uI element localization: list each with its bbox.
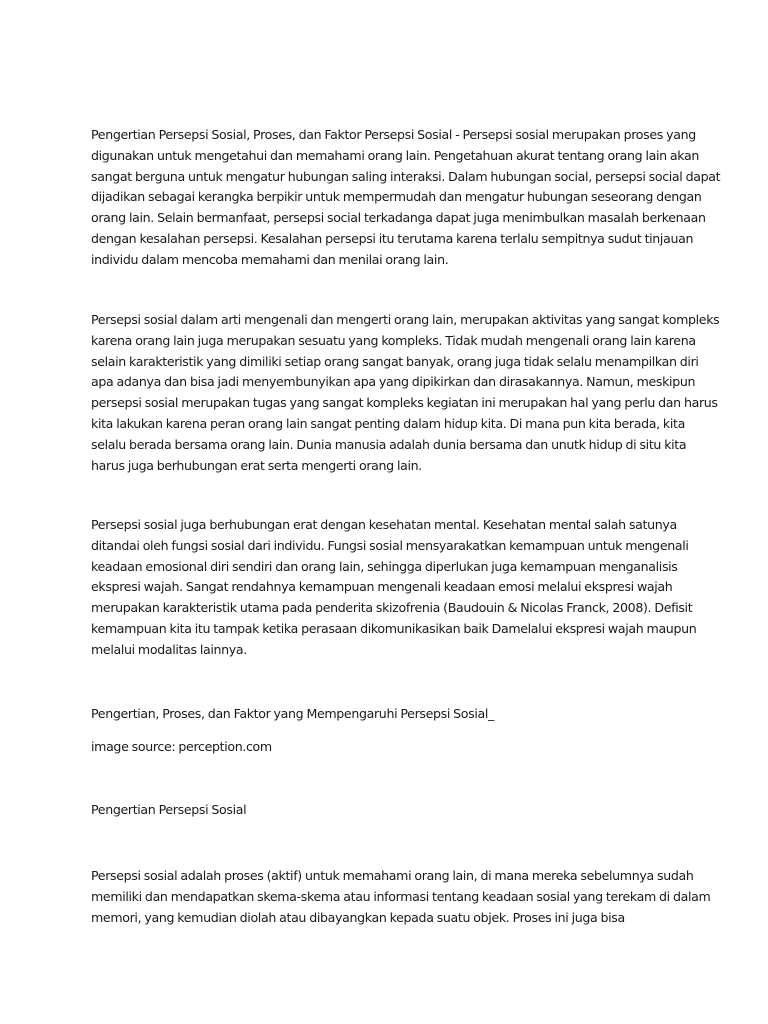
text-line: dengan kesalahan persepsi. Kesalahan persepsi itu terutama karena terlalu sempitnya sudut tinjauan — [91, 230, 694, 246]
text-line: karena orang lain juga merupakan sesuatu yang kompleks. Tidak mudah mengenali orang lain karena — [91, 332, 696, 348]
text-line: Pengertian Persepsi Sosial, Proses, dan Faktor Persepsi Sosial - Persepsi sosial merupakan proses yang — [91, 127, 696, 142]
paragraph-complexity — [91, 310, 719, 476]
text-line: ekspresi wajah. Sangat rendahnya kemampuan mengenali keadaan emosi melalui ekspresi wajah — [91, 579, 673, 595]
text-line: kita lakukan karena peran orang lain sangat penting dalam hidup kita. Di mana pun kita berada, kita — [91, 415, 685, 431]
text-line: ditandai oleh fungsi sosial dari individu. Fungsi sosial mensyarakatkan kemampuan untuk mengenali — [91, 537, 689, 553]
text-line: orang lain. Selain bermanfaat, persepsi social terkadanga dapat juga menimbulkan masalah berkenaan — [91, 210, 706, 226]
paragraph-intro — [91, 125, 720, 271]
text-line: melalui modalitas lainnya. — [91, 641, 247, 657]
text-line: merupakan karakteristik utama pada penderita skizofrenia (Baudouin & Nicolas Franck, 2008). Defisit — [91, 600, 693, 616]
text-line: selain karakteristik yang dimiliki setiap orang sangat banyak, orang juga tidak selalu menampilkan diri — [91, 353, 699, 369]
paragraph-definition — [91, 866, 710, 928]
text-line: Persepsi sosial juga berhubungan erat dengan kesehatan mental. Kesehatan mental salah satunya — [91, 517, 677, 532]
text-line: image source: perception.com — [91, 739, 272, 754]
text-line: harus juga berhubungan erat serta mengerti orang lain. — [91, 457, 422, 473]
text-line: kemampuan kita itu tampak ketika perasaan dikomunikasikan baik Damelalui ekspresi wajah maupun — [91, 620, 697, 636]
text-line: selalu berada bersama orang lain. Dunia manusia adalah dunia bersama dan unutk hidup di situ kita — [91, 436, 687, 452]
text-line: Persepsi sosial dalam arti mengenali dan mengerti orang lain, merupakan aktivitas yang sangat kompleks — [91, 312, 720, 327]
section-heading — [91, 800, 246, 821]
text-line: memori, yang kemudian diolah atau dibayangkan kepada suatu objek. Proses ini juga bisa — [91, 909, 625, 925]
text-line: Pengertian Persepsi Sosial — [91, 802, 247, 817]
text-line: digunakan untuk mengetahui dan memahami orang lain. Pengetahuan akurat tentang orang lain akan — [91, 147, 699, 163]
text-line: sangat berguna untuk mengatur hubungan saling interaksi. Dalam hubungan social, persepsi social dapat — [91, 168, 721, 184]
image-source-credit — [91, 737, 272, 758]
text-line: Persepsi sosial adalah proses (aktif) untuk memahami orang lain, di mana mereka sebelumnya sudah — [91, 868, 694, 883]
text-line: persepsi sosial merupakan tugas yang sangat kompleks kegiatan ini merupakan hal yang perlu dan harus — [91, 395, 718, 411]
text-line: individu dalam mencoba memahami dan menilai orang lain. — [91, 251, 449, 267]
text-line: apa adanya dan bisa jadi menyembunyikan apa yang dipikirkan dan dirasakannya. Namun, meskipun — [91, 374, 696, 390]
text-line: memiliki dan mendapatkan skema-skema atau informasi tentang keadaan sosial yang terekam di dalam — [91, 888, 711, 904]
paragraph-mental-health — [91, 515, 696, 661]
text-line: Pengertian, Proses, dan Faktor yang Mempengaruhi Persepsi Sosial_ — [91, 706, 494, 721]
text-line: dijadikan sebagai kerangka berpikir untuk mempermudah dan mengatur hubungan seseorang dengan — [91, 189, 702, 205]
image-caption-title — [91, 704, 494, 725]
text-line: keadaan emosional diri sendiri dan orang lain, sehingga diperlukan juga kemampuan menganalisis — [91, 558, 678, 574]
